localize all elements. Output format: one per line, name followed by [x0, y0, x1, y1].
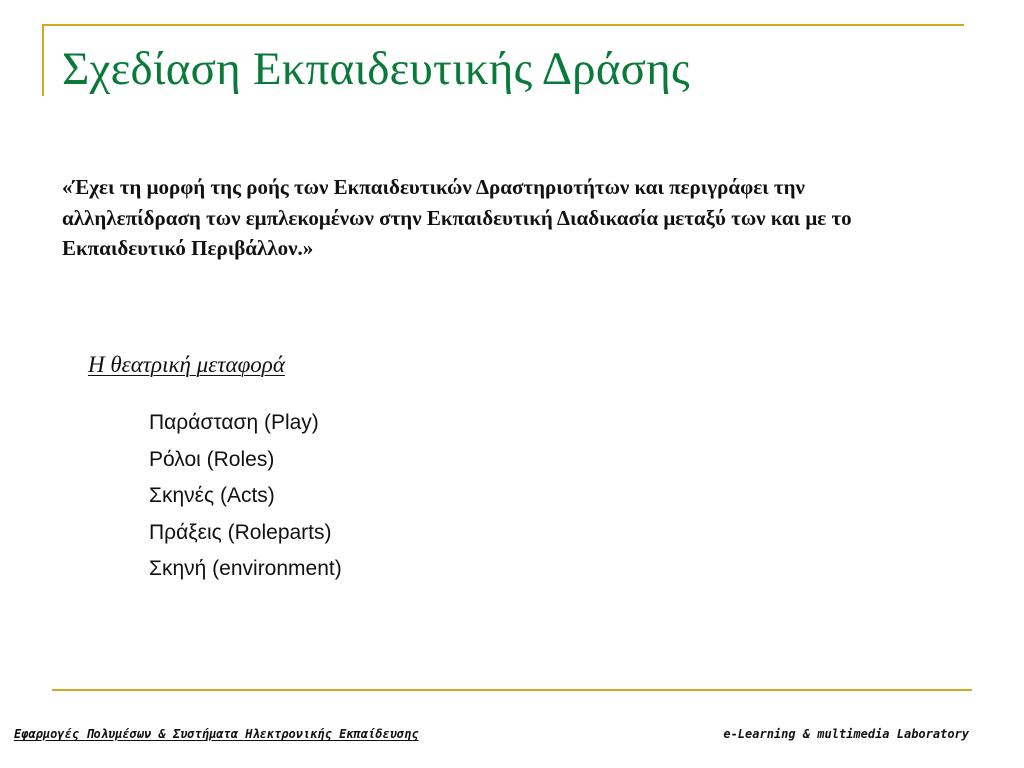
- list-item: Πράξεις (Roleparts): [149, 520, 332, 544]
- footer-course-title: Εφαρμογές Πολυμέσων & Συστήματα Ηλεκτρονικής Εκπαίδευσης: [14, 727, 419, 741]
- metaphor-list: [149, 405, 342, 588]
- left-decorative-line: [42, 24, 44, 96]
- metaphor-heading: Η θεατρική μεταφορά: [88, 352, 285, 377]
- list-item: Σκηνές (Acts): [149, 484, 275, 507]
- bottom-decorative-line: [52, 689, 972, 691]
- definition-quote: «Έχει τη μορφή της ροής των Εκπαιδευτικών Δραστηριοτήτων και περιγράφει την αλληλεπίδραση των εμπλεκομένων στην Εκπαιδευτική Διαδικασία μεταξύ των και με το Εκπαιδευτικό Περιβάλλον.»: [62, 175, 852, 260]
- top-decorative-line: [42, 24, 964, 26]
- slide-title: Σχεδίαση Εκπαιδευτικής Δράσης: [62, 43, 690, 95]
- list-item: Σκηνή (environment): [149, 557, 342, 580]
- list-item: Παράσταση (Play): [149, 411, 319, 434]
- list-item: Ρόλοι (Roles): [149, 447, 275, 471]
- footer-lab-name: e-Learning & multimedia Laboratory: [723, 727, 969, 741]
